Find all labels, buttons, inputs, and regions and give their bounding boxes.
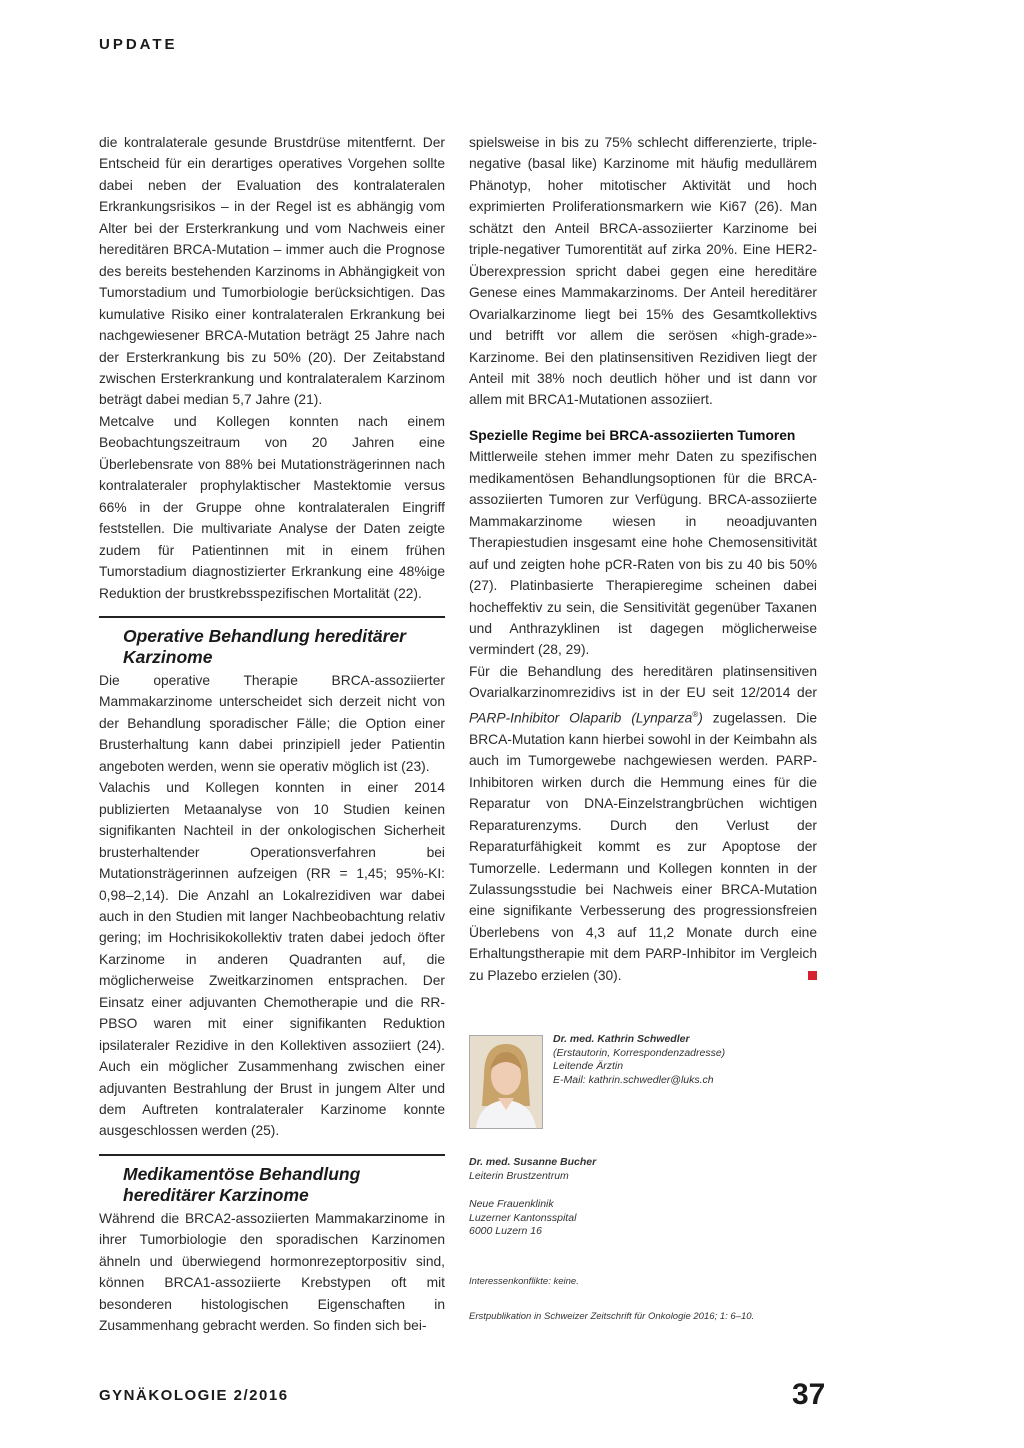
journal-name: GYNÄKOLOGIE 2/2016 — [99, 1387, 289, 1404]
author-role: Leiterin Brustzentrum — [469, 1169, 569, 1182]
affiliation-line: Neue Frauenklinik — [469, 1198, 554, 1210]
left-column — [99, 132, 445, 1337]
paragraph-text: zugelassen. Die BRCA-Mutation kann hierbei sowohl in der Keimbahn als auch im Tumorgewebe nachgewiesen werden. PARP-Inhibitoren wirken durch die Hemmung eines für die Reparatur von DNA-Einzelstrangbrüchen wichtigen Reparaturenzyms. Durch den Verlust der Reparaturfähigkeit kommt es zur Apoptose der Tumorzelle. Ledermann und Kollegen konnten in der Zulassungsstudie bei Nachweis einer BRCA-Mutation eine signifikante Verbesserung des progressionsfreien Überlebens von 4,3 auf 11,2 Monate durch eine Erhaltungstherapie mit dem PARP-Inhibitor im Vergleich zu Plazebo erzielen (30). — [469, 710, 817, 983]
registered-mark: ® — [692, 709, 699, 719]
section-title: Operative Behandlung hereditärer Karzinome — [123, 625, 406, 667]
body-paragraph — [469, 661, 817, 986]
author-2 — [469, 1156, 596, 1183]
page-number: 37 — [792, 1378, 826, 1411]
author-email: E-Mail: kathrin.schwedler@luks.ch — [553, 1073, 714, 1086]
drug-name-close: ) — [698, 710, 703, 726]
author-photo — [469, 1035, 543, 1129]
author-1 — [553, 1033, 725, 1087]
section-divider — [99, 1154, 445, 1156]
author-name: Dr. med. Kathrin Schwedler — [553, 1033, 690, 1045]
conflict-of-interest-note: Interessenkonflikte: keine. — [469, 1276, 579, 1287]
end-of-article-mark — [808, 971, 817, 980]
paragraph-text: Für die Behandlung des hereditären platinsensitiven Ovarialkarzinomrezidivs ist in der EU seit 12/2014 der — [469, 663, 817, 701]
body-paragraph: Mittlerweile stehen immer mehr Daten zu spezifischen medikamentösen Behandlungsoptionen für die BRCA-assoziierten Tumoren zur Verfügung. BRCA-assoziierte Mammakarzinome wiesen in neoadjuvanten Therapiestudien insgesamt eine hohe Chemosensitivität auf und zeigten hohe pCR-Raten von bis zu 40 bis 50% (27). Platinbasierte Therapieregime scheinen dabei hocheffektiv zu sein, die Sensitivität gegenüber Taxanen und Anthrazyklinen ist dagegen möglicherweise vermindert (28, 29). — [469, 449, 817, 658]
body-paragraph: die kontralaterale gesunde Brustdrüse mitentfernt. Der Entscheid für ein derartiges operatives Vorgehen sollte dabei neben der Evaluation des kontralateralen Erkrankungsrisikos – in der Regel ist es abhängig vom Alter bei der Ersterkrankung und vom Nachweis einer hereditären BRCA-Mutation – immer auch die Prognose des bereits bestehenden Karzinoms in Abhängigkeit von Tumorstadium und Tumorbiologie berücksichtigen. Das kumulative Risiko einer kontralateralen Erkrankung bei nachgewiesener BRCA-Mutation beträgt 25 Jahre nach der Ersterkrankung bis zu 50% (20). Der Zeitabstand zwischen Ersterkrankung und kontralateralem Karzinom beträgt dabei median 5,7 Jahre (21). — [99, 135, 445, 408]
affiliation-line: Luzerner Kantonsspital — [469, 1211, 577, 1224]
drug-name: PARP-Inhibitor Olaparib (Lynparza — [469, 710, 693, 726]
right-column — [469, 132, 817, 986]
body-paragraph: Valachis und Kollegen konnten in einer 2014 publizierten Metaanalyse von 10 Studien keinen signifikanten Nachteil in der onkologischen Sicherheit brusterhaltender Operationsverfahren bei Mutationsträgerinnen aufzeigen (RR = 1,45; 95%-KI: 0,98–2,14). Die Anzahl an Lokalrezidiven war dabei auch in den Studien mit langer Nachbeobachtung relativ gering; im Hochrisikokollektiv traten dabei jedoch öfter Karzinome in anderen Quadranten auf, die möglicherweise Zweitkarzinomen entsprachen. Der Einsatz einer adjuvanten Chemotherapie und die RR-PBSO waren mit einer signifikanten Reduktion ipsilateraler Rezidive in den Kollektiven assoziiert (24). Auch ein möglicher Zusammenhang zwischen einer adjuvanten Bestrahlung der Brust in jungem Alter und dem Auftreten kontralateraler Karzinome konnte ausgeschlossen werden (25). — [99, 780, 445, 1139]
first-publication-note: Erstpublikation in Schweizer Zeitschrift für Onkologie 2016; 1: 6–10. — [469, 1311, 755, 1322]
affiliation-line: 6000 Luzern 16 — [469, 1225, 542, 1237]
author-name: Dr. med. Susanne Bucher — [469, 1156, 597, 1168]
author-role: (Erstautorin, Korrespondenzadresse) — [553, 1046, 726, 1059]
body-paragraph: Während die BRCA2-assoziierten Mammakarzinome in ihrer Tumorbiologie den sporadischen Karzinomen ähneln und überwiegend hormonrezeptorpositiv sind, können BRCA1-assoziierte Krebstypen oft mit besonderen histologischen Eigenschaften in Zusammenhang gebracht werden. So finden sich bei- — [99, 1210, 445, 1334]
subheading: Spezielle Regime bei BRCA-assoziierten Tumoren — [469, 427, 796, 443]
section-divider — [99, 616, 445, 618]
body-paragraph: Metcalve und Kollegen konnten nach einem Beobachtungszeitraum von 20 Jahren eine Überlebensrate von 88% bei Mutationsträgerinnen nach kontralateraler prophylaktischer Mastektomie versus 66% in der Gruppe ohne kontralateralen Eingriff feststellen. Die multivariate Analyse der Daten zeigte zudem für Patientinnen mit in einem frühen Tumorstadium diagnostizierter Erkrankung eine 48%ige Reduktion der brustkrebsspezifischen Mortalität (22). — [99, 413, 445, 601]
affiliation — [469, 1198, 576, 1239]
section-header: UPDATE — [99, 36, 178, 53]
body-paragraph: spielsweise in bis zu 75% schlecht differenzierte, triple-negative (basal like) Karzinome mit häufig medullärem Phänotyp, hoher mitotischer Aktivität und hoch exprimierten Proliferationsmarkern wie Ki67 (26). Man schätzt den Anteil BRCA-assoziierter Karzinome bei triple-negativer Tumorentität auf zirka 20%. Eine HER2-Überexpression spricht dabei gegen eine hereditäre Genese eines Mammakarzinoms. Der Anteil hereditärer Ovarialkarzinome liegt bei 15% des Gesamtkollektivs und betrifft vor allem die serösen «high-grade»-Karzinome. Bei den platinsensitiven Rezidiven liegt der Anteil mit 38% noch deutlich höher und ist dann vor allem mit BRCA1-Mutationen assoziiert. — [469, 135, 817, 408]
section-title: Medikamentöse Behandlung hereditärer Karzinome — [123, 1163, 361, 1205]
body-paragraph: Die operative Therapie BRCA-assoziierter Mammakarzinome unterscheidet sich derzeit nicht von der Behandlung sporadischer Fälle; die Option einer Brusterhaltung kann dabei prinzipiell jeder Patientin angeboten werden, wenn sie operativ möglich ist (23). — [99, 672, 445, 774]
author-role: Leitende Ärztin — [553, 1060, 624, 1072]
